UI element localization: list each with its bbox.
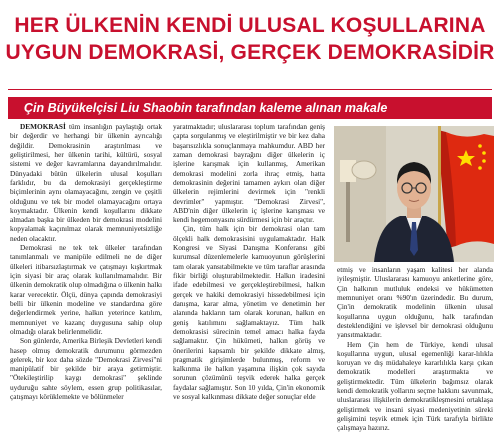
portrait-illustration (334, 126, 494, 262)
lead-word: DEMOKRASİ (20, 122, 66, 131)
headline-divider (8, 89, 492, 90)
paragraph (10, 122, 162, 243)
paragraph: Çin, tüm halk için bir demokrasi olan tam ölçekli halk demokrasisini uygulamaktadır. Halk Kongresi ve Siyasi Danışma Konferansı gibi kurumsal düzenlemelerle kamuoyunun görüşlerini tam olarak yansıtabilmekte ve tüm taraflar arasında fikir birliği oluşturabilmektedir. Halkın iradesini ifade edebilmesi ve gerçekleştirebilmesi, halkın gerçek ve hakiki demokrasiyi hissedebilmesi için danışma, karar alma, yönetim ve denetimin her alanında hakların tam olarak korunan, halkın en geniş katılımını sağlamaktayız. Tüm halk demokrasisi sürecinin temel amacı halka fayda sağlamaktır. Çin hükümeti, halkın görüş ve önerilerini kapsamlı bir şekilde dikkate almış, pragmatik girişimlerde bulunmuş, reform ve kalkınma ile halkın yaşamına ilişkin çok sayıda sorunun çözümünü teşvik ederek halka gerçek faydalar sağlamıştır. Son 10 yılda, Çin'in ekonomik ve sosyal kalkınması dikkate değer sonuçlar elde (173, 224, 325, 402)
ambassador-photo (334, 126, 494, 262)
paragraph: etmiş ve insanların yaşam kalitesi her alanda iyileşmiştir. Uluslararası kamuoyu anketlerine göre, Çin halkının mutluluk endeksi ve hükümetten memnuniyet oranı %90'ın üzerindedir. Bu durum, Çin'in demokratik modelinin ülkenin ulusal koşullarına uygun olduğunu, halk tarafından desteklendiğini ve işlevsel bir demokrasi olduğunu yansıtmaktadır. (337, 265, 493, 340)
byline-banner: Çin Büyükelçisi Liu Shaobin tarafından kaleme alınan makale (8, 97, 492, 119)
headline-line-2: UYGUN DEMOKRASİ, GERÇEK DEMOKRASİDİR (5, 41, 495, 64)
headline-line-1: HER ÜLKENİN KENDİ ULUSAL KOŞULLARINA (14, 14, 486, 37)
article-column-3 (337, 265, 493, 433)
paragraph-text: tüm insanlığın paylaştığı ortak bir değerdir ve herhangi bir ülkenin ayrıcalığı değildir. Demokrasinin araştırılması ve geliştirilmesi, her ülkenin tarihi, kültürü, sosyal sistemi ve değer kavramlarına dayandırılmalıdır. Dünyadaki bütün ülkelerin ulusal koşulları farklıdır, bu da demokrasiyi gerçekleştirme biçimlerinin aynı olamayacağını, zengin ve çeşitli olduğunu ve tek bir model olamayacağını ortaya koymaktadır. Ülkenin kendi koşullarını dikkate almadan başka bir ülkeden bir demokrasi modelini kopyalamak kaçınılmaz olarak memnuniyetsizliğe neden olacaktır. (10, 122, 162, 243)
paragraph: Son günlerde, Amerika Birleşik Devletleri kendi hasep olmuş demokratik durumunu görmezden gelerek, bir koz daha sözde "Demokrasi Zirvesi"ni manipülatif bir şekilde bir araya getirmiştir. "Ötekileştirilip kaygı demokrasi" şeklinde uyduruğu sahte söylem, essen grup politikasılar, çatışmayı körüklemekte ve bölünmeler (10, 336, 162, 402)
article-column-2 (173, 122, 325, 401)
article-column-1 (10, 122, 162, 401)
paragraph: yaratmaktadır; uluslararası toplum tarafından geniş çapta sorgulanmış ve eleştirilmiştir ve bir kez daha başarısızlıkla sonuçlanmaya mahkumdur. ABD her zaman demokrasi bayrağını diğer ülkelerin iç işlerine karışmak için kullanmış, Amerikan demokrasi modelini zorla ihraç etmiş, hatta demokrasinin değerini tamamen aykırı olan diğer ülkelerin rejimlerini devirmek için "renkli devrimler" yapmıştır. "Demokrasi Zirvesi", ABD'nin diğer ülkelerin iç işlerine karışması ve kendi hegemonyasını sürdürmesi için bir araçtır. (173, 122, 325, 225)
paragraph: Hem Çin hem de Türkiye, kendi ulusal koşullarına uygun, ulusal egemenliği karar-lılıkla koruyan ve dış müdahaleye kararlılıkla karşı çıkan demokratik modelleri araştırmakta ve geliştirmektedir. Tüm ülkelerin bağımsız olarak kendi demokratik yollarını seçme hakkını savunmak, uluslararası ilişkilerin demokratikleşmesini ortaklaşa geliştirmek ve insani siyasi medeniyetinin süreki gelişimini teşvik etmek için Türk tarafıyla birlikte çalışmaya hazırız. (337, 339, 493, 433)
paragraph: Demokrasi ne tek tek ülkeler tarafından tanımlanmalı ve manipüle edilmeli ne de diğer ülkeleri itibarsızlaştırmak ve çatışmayı kışkırtmak için siyasi bir araç olarak kullanılmamalıdır. Bir ülkenin demokratik olup olmadığına o ülkenin halkı karar verecektir. Ölçü, dünya çapında demokrasiyi belli bir ülkenin modeline ve standardına göre değerlendirmek yerine, halkın yeterince katılım, memnuniyet ve kazanç duygusuna sahip olup olmadığı olarak belirlenmelidir. (10, 243, 162, 336)
